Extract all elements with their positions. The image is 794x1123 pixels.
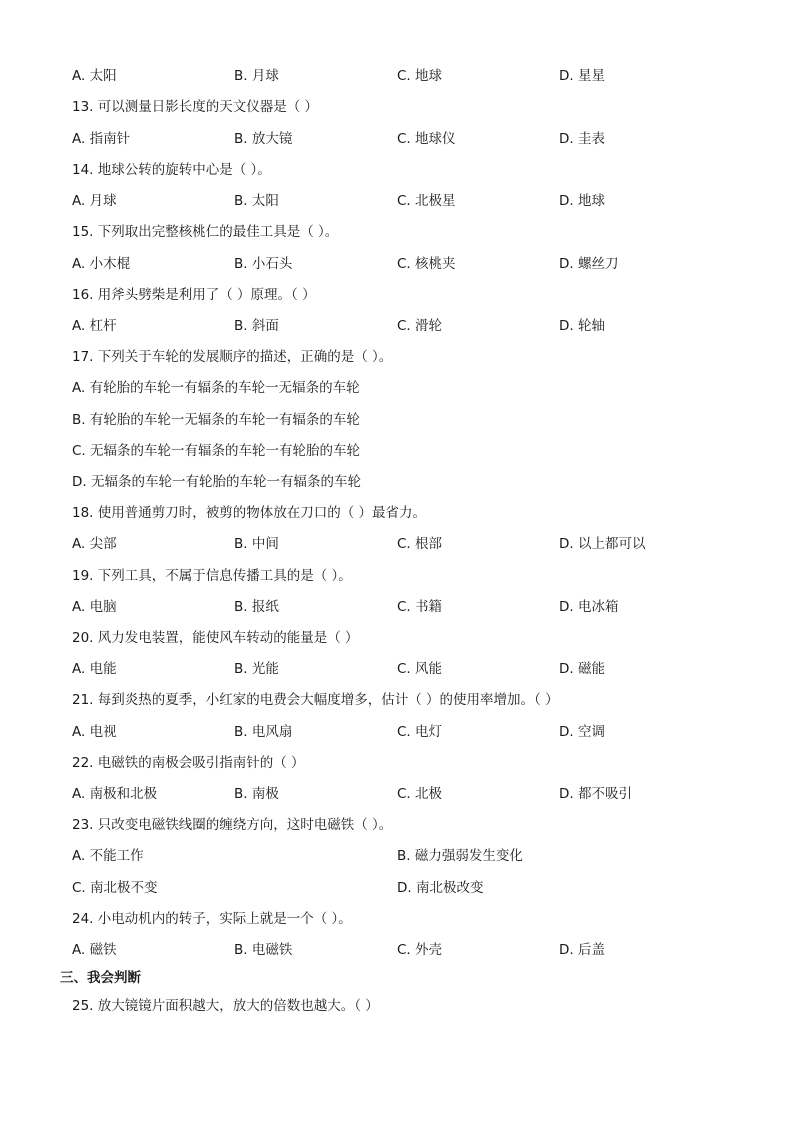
question-24: 24. 小电动机内的转子，实际上就是一个（ ）。 <box>72 911 352 927</box>
question-21: 21. 每到炎热的夏季，小红家的电费会大幅度增多，估计（ ）的使用率增加。（ ） <box>72 692 559 708</box>
option-c: C. 电灯 <box>397 724 443 740</box>
option-c: C. 北极星 <box>397 193 456 209</box>
question-17: 17. 下列关于车轮的发展顺序的描述，正确的是（ ）。 <box>72 349 393 365</box>
option-a: A. 月球 <box>72 193 117 209</box>
question-15: 15. 下列取出完整核桃仁的最佳工具是（ ）。 <box>72 224 339 240</box>
option-d: D. 以上都可以 <box>559 536 646 552</box>
option-b: B. 电磁铁 <box>234 942 293 958</box>
question-20: 20. 风力发电装置，能使风车转动的能量是（ ） <box>72 630 359 646</box>
option-a: A. 电脑 <box>72 599 117 615</box>
option-a: A. 杠杆 <box>72 318 117 334</box>
option-d: D. 无辐条的车轮一有轮胎的车轮一有辐条的车轮 <box>72 474 361 490</box>
question-16: 16. 用斧头劈柴是利用了（ ）原理。（ ） <box>72 287 316 303</box>
option-a: A. 电能 <box>72 661 117 677</box>
option-a: A. 不能工作 <box>72 848 144 864</box>
question-18: 18. 使用普通剪刀时，被剪的物体放在刀口的（ ）最省力。 <box>72 505 427 521</box>
option-b: B. 磁力强弱发生变化 <box>397 848 523 864</box>
option-c: C. 滑轮 <box>397 318 443 334</box>
option-c: C. 北极 <box>397 786 443 802</box>
question-23: 23. 只改变电磁铁线圈的缠绕方向，这时电磁铁（ ）。 <box>72 817 393 833</box>
option-b: B. 月球 <box>234 68 279 84</box>
option-d: D. 都不吸引 <box>559 786 632 802</box>
question-22: 22. 电磁铁的南极会吸引指南针的（ ） <box>72 755 305 771</box>
option-b: B. 中间 <box>234 536 279 552</box>
option-b: B. 放大镜 <box>234 131 293 147</box>
option-d: D. 星星 <box>559 68 605 84</box>
option-a: A. 指南针 <box>72 131 131 147</box>
option-d: D. 圭表 <box>559 131 605 147</box>
option-b: B. 电风扇 <box>234 724 293 740</box>
option-c: C. 无辐条的车轮一有辐条的车轮一有轮胎的车轮 <box>72 443 361 459</box>
option-d: D. 螺丝刀 <box>559 256 619 272</box>
option-b: B. 小石头 <box>234 256 293 272</box>
option-b: B. 斜面 <box>234 318 279 334</box>
option-a: A. 电视 <box>72 724 117 740</box>
option-c: C. 外壳 <box>397 942 443 958</box>
option-a: A. 南极和北极 <box>72 786 158 802</box>
option-c: C. 风能 <box>397 661 443 677</box>
option-a: A. 小木棍 <box>72 256 131 272</box>
option-a: A. 尖部 <box>72 536 117 552</box>
option-c: C. 南北极不变 <box>72 880 158 896</box>
option-c: C. 根部 <box>397 536 443 552</box>
option-b: B. 太阳 <box>234 193 279 209</box>
question-13: 13. 可以测量日影长度的天文仪器是（ ） <box>72 99 319 115</box>
option-c: C. 书籍 <box>397 599 443 615</box>
option-d: D. 空调 <box>559 724 605 740</box>
option-d: D. 后盖 <box>559 942 605 958</box>
option-b: B. 报纸 <box>234 599 279 615</box>
option-d: D. 磁能 <box>559 661 605 677</box>
option-b: B. 南极 <box>234 786 279 802</box>
option-c: C. 核桃夹 <box>397 256 456 272</box>
option-a: A. 太阳 <box>72 68 117 84</box>
option-c: C. 地球 <box>397 68 443 84</box>
question-14: 14. 地球公转的旋转中心是（ ）。 <box>72 162 271 178</box>
question-19: 19. 下列工具，不属于信息传播工具的是（ ）。 <box>72 568 352 584</box>
section-heading: 三、我会判断 <box>60 970 141 986</box>
option-a: A. 磁铁 <box>72 942 117 958</box>
option-d: D. 南北极改变 <box>397 880 484 896</box>
option-c: C. 地球仪 <box>397 131 456 147</box>
option-d: D. 地球 <box>559 193 605 209</box>
question-25: 25. 放大镜镜片面积越大，放大的倍数也越大。（ ） <box>72 998 379 1014</box>
option-b: B. 有轮胎的车轮一无辐条的车轮一有辐条的车轮 <box>72 412 360 428</box>
option-d: D. 轮轴 <box>559 318 605 334</box>
option-d: D. 电冰箱 <box>559 599 619 615</box>
option-a: A. 有轮胎的车轮一有辐条的车轮一无辐条的车轮 <box>72 380 360 396</box>
option-b: B. 光能 <box>234 661 279 677</box>
